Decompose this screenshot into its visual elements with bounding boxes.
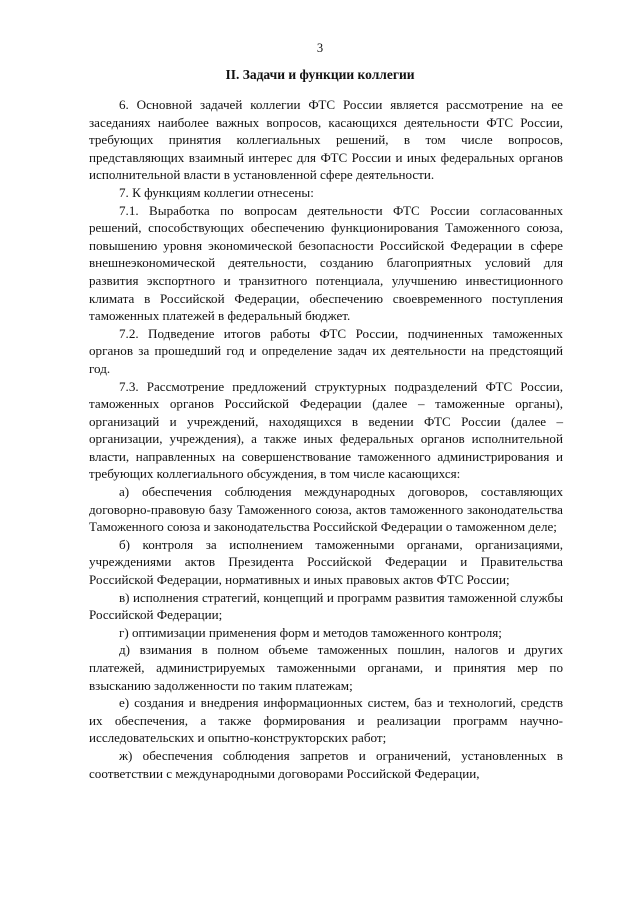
list-item-g: г) оптимизации применения форм и методов таможенного контроля; bbox=[119, 624, 502, 640]
paragraph-7-3: 7.3. Рассмотрение предложений структурных подразделений ФТС России, таможенных органов Российской Федерации (далее – таможенные органы), организаций и учреждений, находящихся в ведении ФТС России (далее – организации, учреждения), а также иных федеральных органов исполнительной власти, направленных на совершенствование таможенного администрирования и требующих коллегиального обсуждения, в том числе касающихся: bbox=[89, 378, 563, 482]
list-item-zh: ж) обеспечения соблюдения запретов и ограничений, установленных в соответствии с международными договорами Российской Федерации, bbox=[89, 747, 563, 781]
paragraph-7-2: 7.2. Подведение итогов работы ФТС России, подчиненных таможенных органов за прошедший год и определение задач их деятельности на предстоящий год. bbox=[89, 325, 563, 376]
paragraph-6: 6. Основной задачей коллегии ФТС России является рассмотрение на ее заседаниях наиболее важных вопросов, касающихся деятельности ФТС России, требующих принятия коллегиальных решений, в том числе вопросов, представляющих взаимный интерес для ФТС России и иных федеральных органов исполнительной власти в установленной сфере деятельности. bbox=[89, 97, 563, 183]
list-item-b: б) контроля за исполнением таможенными органами, организациями, учреждениями актов Президента Российской Федерации и Правительства Российской Федерации, нормативных и иных правовых актов ФТС России; bbox=[89, 536, 563, 588]
paragraph-7-1: 7.1. Выработка по вопросам деятельности ФТС России согласованных решений, способствующих обеспечению функционирования Таможенного союза, повышению уровня экономической безопасности Российской Федерации в сфере внешнеэкономической деятельности, созданию благоприятных условий для развития экспортного и транзитного потенциала, улучшению инвестиционного климата в Российской Федерации, обеспечению своевременного поступления таможенных платежей в федеральный бюджет. bbox=[89, 202, 563, 324]
body-text bbox=[89, 96, 563, 782]
list-item-d: д) взимания в полном объеме таможенных пошлин, налогов и других платежей, администрируемых таможенными органами, и принятия мер по взысканию задолженности по таким платежам; bbox=[89, 642, 563, 693]
list-item-a: а) обеспечения соблюдения международных договоров, составляющих договорно-правовую базу Таможенного союза, актов таможенного законодательства Таможенного союза и законодательства Российской Федерации о таможенном деле; bbox=[89, 484, 563, 535]
paragraph-7: 7. К функциям коллегии отнесены: bbox=[119, 184, 314, 200]
page-number: 3 bbox=[316, 41, 324, 55]
section-title: II. Задачи и функции коллегии bbox=[225, 67, 415, 82]
list-item-v: в) исполнения стратегий, концепций и программ развития таможенной службы Российской Федерации; bbox=[89, 589, 563, 623]
list-item-e: е) создания и внедрения информационных систем, баз и технологий, средств их обеспечения, а также формирования и реализации программ научно-исследовательских и опытно-конструкторских работ; bbox=[89, 695, 563, 746]
